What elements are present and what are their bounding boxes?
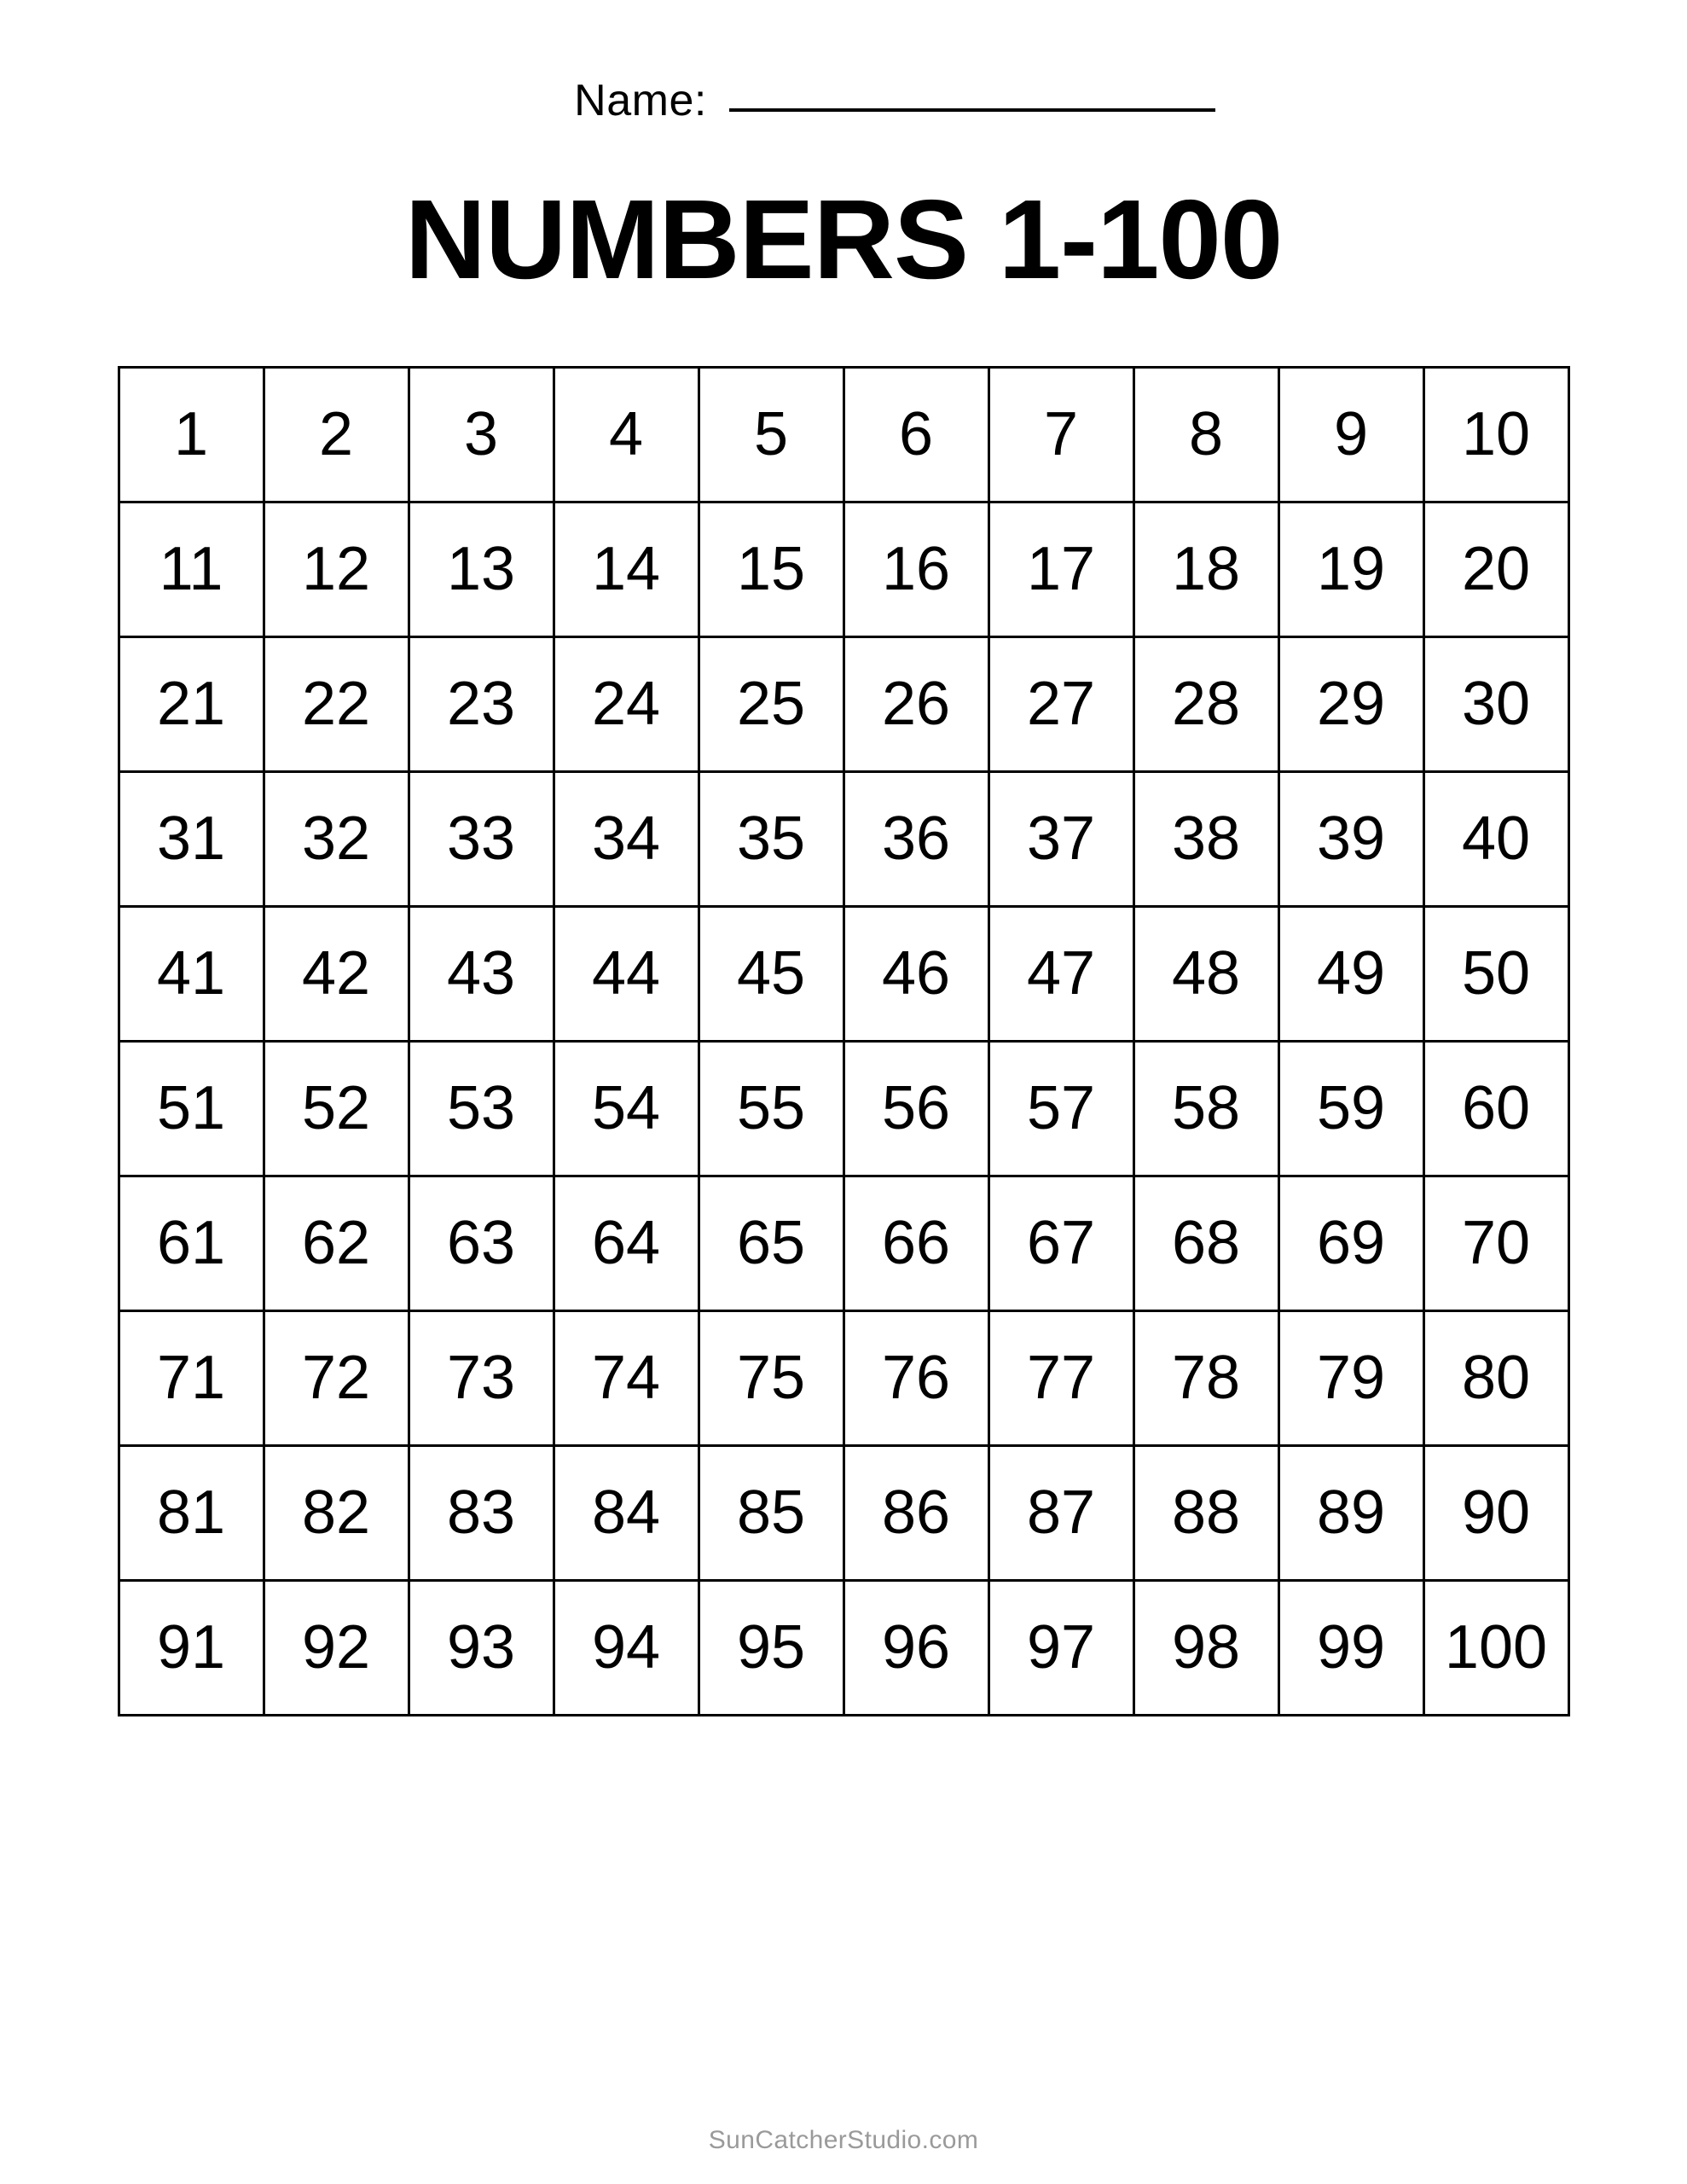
number-cell[interactable]: 3	[409, 367, 554, 502]
number-cell[interactable]: 66	[844, 1176, 988, 1310]
table-row	[119, 771, 1568, 906]
table-row	[119, 502, 1568, 636]
number-cell[interactable]: 71	[119, 1310, 264, 1445]
number-cell[interactable]: 84	[554, 1445, 699, 1580]
number-cell[interactable]: 69	[1278, 1176, 1423, 1310]
number-cell[interactable]: 11	[119, 502, 264, 636]
number-cell[interactable]: 50	[1423, 906, 1568, 1041]
table-row	[119, 1310, 1568, 1445]
number-cell[interactable]: 68	[1133, 1176, 1278, 1310]
number-cell[interactable]: 62	[264, 1176, 409, 1310]
number-cell[interactable]: 52	[264, 1041, 409, 1176]
table-row	[119, 1445, 1568, 1580]
number-cell[interactable]: 51	[119, 1041, 264, 1176]
number-cell[interactable]: 82	[264, 1445, 409, 1580]
number-cell[interactable]: 81	[119, 1445, 264, 1580]
table-row	[119, 1041, 1568, 1176]
number-cell[interactable]: 80	[1423, 1310, 1568, 1445]
number-cell[interactable]: 14	[554, 502, 699, 636]
number-cell[interactable]: 46	[844, 906, 988, 1041]
table-row	[119, 1176, 1568, 1310]
number-cell[interactable]: 54	[554, 1041, 699, 1176]
number-cell[interactable]: 78	[1133, 1310, 1278, 1445]
number-cell[interactable]: 57	[988, 1041, 1133, 1176]
number-cell[interactable]: 10	[1423, 367, 1568, 502]
number-cell[interactable]: 6	[844, 367, 988, 502]
number-cell[interactable]: 21	[119, 636, 264, 771]
number-cell[interactable]: 48	[1133, 906, 1278, 1041]
number-cell[interactable]: 86	[844, 1445, 988, 1580]
number-cell[interactable]: 53	[409, 1041, 554, 1176]
number-cell[interactable]: 59	[1278, 1041, 1423, 1176]
number-cell[interactable]: 18	[1133, 502, 1278, 636]
number-cell[interactable]: 75	[699, 1310, 844, 1445]
number-cell[interactable]: 85	[699, 1445, 844, 1580]
table-row	[119, 636, 1568, 771]
number-cell[interactable]: 56	[844, 1041, 988, 1176]
number-cell[interactable]: 22	[264, 636, 409, 771]
table-row	[119, 367, 1568, 502]
number-cell[interactable]: 61	[119, 1176, 264, 1310]
number-cell[interactable]: 2	[264, 367, 409, 502]
table-row	[119, 1580, 1568, 1715]
number-cell[interactable]: 4	[554, 367, 699, 502]
number-cell[interactable]: 39	[1278, 771, 1423, 906]
number-cell[interactable]: 40	[1423, 771, 1568, 906]
number-cell[interactable]: 98	[1133, 1580, 1278, 1715]
number-cell[interactable]: 44	[554, 906, 699, 1041]
number-cell[interactable]: 17	[988, 502, 1133, 636]
number-cell[interactable]: 65	[699, 1176, 844, 1310]
number-cell[interactable]: 79	[1278, 1310, 1423, 1445]
number-cell[interactable]: 16	[844, 502, 988, 636]
number-cell[interactable]: 13	[409, 502, 554, 636]
number-cell[interactable]: 12	[264, 502, 409, 636]
number-cell[interactable]: 76	[844, 1310, 988, 1445]
number-cell[interactable]: 29	[1278, 636, 1423, 771]
number-cell[interactable]: 58	[1133, 1041, 1278, 1176]
number-cell[interactable]: 30	[1423, 636, 1568, 771]
number-cell[interactable]: 33	[409, 771, 554, 906]
footer-credit: SunCatcherStudio.com	[708, 2126, 979, 2154]
number-cell[interactable]: 49	[1278, 906, 1423, 1041]
number-cell[interactable]: 8	[1133, 367, 1278, 502]
number-cell[interactable]: 72	[264, 1310, 409, 1445]
number-cell[interactable]: 94	[554, 1580, 699, 1715]
number-cell[interactable]: 42	[264, 906, 409, 1041]
number-cell[interactable]: 95	[699, 1580, 844, 1715]
number-chart	[118, 366, 1570, 1716]
number-cell[interactable]: 67	[988, 1176, 1133, 1310]
number-cell[interactable]: 26	[844, 636, 988, 771]
number-cell[interactable]: 25	[699, 636, 844, 771]
number-cell[interactable]: 9	[1278, 367, 1423, 502]
number-cell[interactable]: 20	[1423, 502, 1568, 636]
number-cell[interactable]: 28	[1133, 636, 1278, 771]
number-cell[interactable]: 64	[554, 1176, 699, 1310]
number-cell[interactable]: 15	[699, 502, 844, 636]
number-cell[interactable]: 73	[409, 1310, 554, 1445]
number-cell[interactable]: 60	[1423, 1041, 1568, 1176]
number-cell[interactable]: 88	[1133, 1445, 1278, 1580]
number-cell[interactable]: 41	[119, 906, 264, 1041]
number-cell[interactable]: 70	[1423, 1176, 1568, 1310]
number-cell[interactable]: 37	[988, 771, 1133, 906]
number-grid-table	[118, 366, 1570, 1716]
number-cell[interactable]: 99	[1278, 1580, 1423, 1715]
number-cell[interactable]: 35	[699, 771, 844, 906]
number-grid-body	[119, 367, 1568, 1715]
number-cell[interactable]: 24	[554, 636, 699, 771]
number-cell[interactable]: 38	[1133, 771, 1278, 906]
number-cell[interactable]: 96	[844, 1580, 988, 1715]
number-cell[interactable]: 83	[409, 1445, 554, 1580]
number-cell[interactable]: 92	[264, 1580, 409, 1715]
number-cell[interactable]: 91	[119, 1580, 264, 1715]
number-cell[interactable]: 63	[409, 1176, 554, 1310]
number-cell[interactable]: 7	[988, 367, 1133, 502]
table-row	[119, 906, 1568, 1041]
number-cell[interactable]: 87	[988, 1445, 1133, 1580]
number-cell[interactable]: 36	[844, 771, 988, 906]
number-cell[interactable]: 97	[988, 1580, 1133, 1715]
page-title: NUMBERS 1-100	[404, 177, 1283, 302]
name-write-in-line[interactable]	[729, 107, 1215, 112]
number-cell[interactable]: 5	[699, 367, 844, 502]
number-cell[interactable]: 43	[409, 906, 554, 1041]
number-cell[interactable]: 90	[1423, 1445, 1568, 1580]
number-cell[interactable]: 27	[988, 636, 1133, 771]
number-cell[interactable]: 1	[119, 367, 264, 502]
number-cell[interactable]: 47	[988, 906, 1133, 1041]
number-cell[interactable]: 74	[554, 1310, 699, 1445]
number-cell[interactable]: 19	[1278, 502, 1423, 636]
name-label: Name:	[574, 76, 707, 125]
number-cell[interactable]: 23	[409, 636, 554, 771]
number-cell[interactable]: 55	[699, 1041, 844, 1176]
number-cell[interactable]: 93	[409, 1580, 554, 1715]
number-cell[interactable]: 89	[1278, 1445, 1423, 1580]
name-row	[0, 75, 1687, 126]
number-cell[interactable]: 31	[119, 771, 264, 906]
number-cell[interactable]: 77	[988, 1310, 1133, 1445]
number-cell[interactable]: 32	[264, 771, 409, 906]
number-cell[interactable]: 100	[1423, 1580, 1568, 1715]
number-cell[interactable]: 34	[554, 771, 699, 906]
number-cell[interactable]: 45	[699, 906, 844, 1041]
